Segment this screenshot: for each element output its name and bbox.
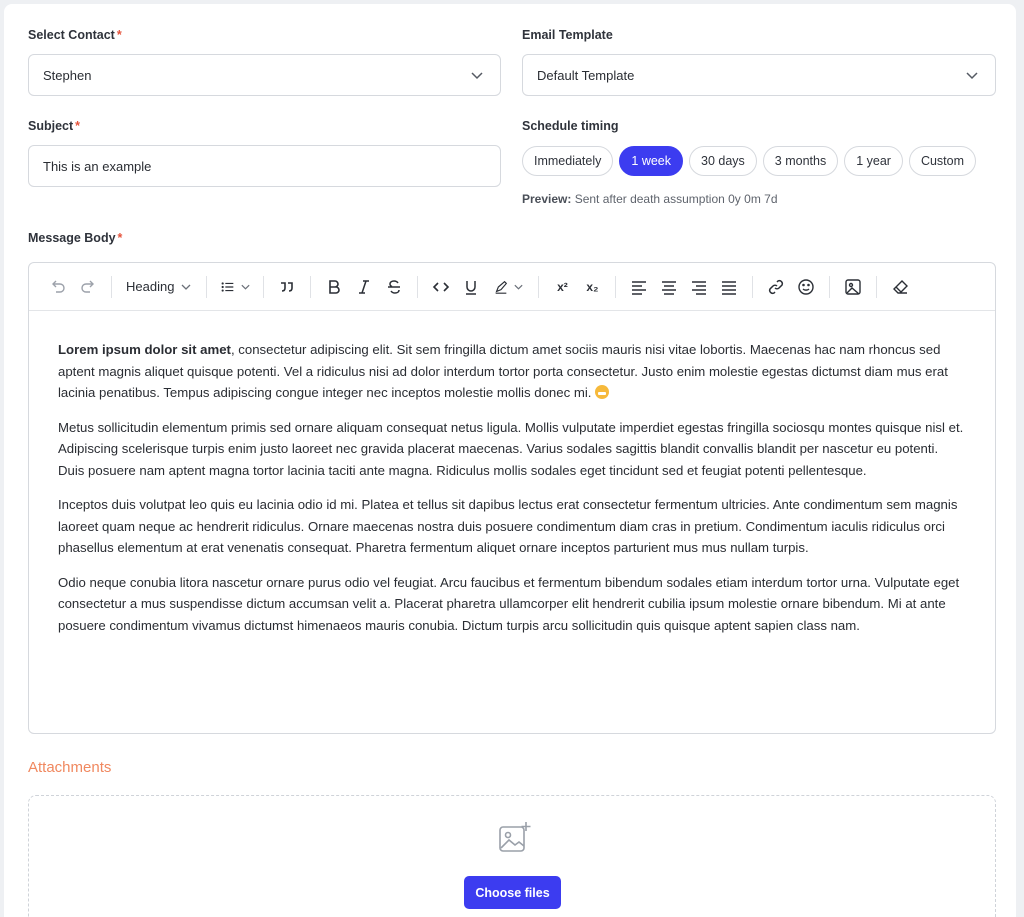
paragraph-2: Metus sollicitudin elementum primis sed ornare aliquam consequat netus ligula. Mollis vulputate imperdiet egestas fringilla sociosqu montes quisque nisl et. Adipiscing scelerisque turpis enim justo laoreet nec gravida placerat maecenas. Varius sodales sagittis blandit convallis blandit per nascetur eu potenti. Duis posuere nam aptent magna tortor lacinia taciti ante magna. Ridiculus mollis sodales eget tincidunt sed et feugiat potenti pellentesque. [58,419,964,478]
blockquote-icon[interactable] [272,273,302,301]
paragraph-1-text: , consectetur adipiscing elit. Sit sem fringilla dictum amet sociis mauris nisi vitae lobortis. Maecenas hac nam rhoncus sed aptent magnis aliquet quisque potenti. Vel a ridiculus nisi ad dolor interdum tortor porta consectetur. Justo enim molestie egestas dictumst diam mus erat lacinia penatibus. Tempus adipiscing congue integer nec inceptos molestie mollis donec mi. [58,342,948,400]
chevron-down-icon [470,68,484,82]
toolbar-divider [417,276,418,298]
schedule-option-1-week[interactable]: 1 week [619,146,683,176]
code-icon[interactable] [426,273,456,301]
redo-icon[interactable] [73,273,103,301]
subject-label: Subject * [28,119,81,133]
toolbar-divider [538,276,539,298]
schedule-option-custom[interactable]: Custom [909,146,976,176]
choose-files-button[interactable]: Choose files [464,876,561,909]
schedule-option-3-months[interactable]: 3 months [763,146,838,176]
emoji-icon[interactable] [791,273,821,301]
editor-content[interactable] [29,311,995,636]
superscript-button[interactable]: x² [557,279,568,294]
chevron-down-icon [240,278,251,296]
list-icon [220,278,236,296]
attachments-title: Attachments [28,759,112,776]
attachments-dropzone[interactable] [28,795,996,917]
schedule-label: Schedule timing [522,119,619,133]
contact-select[interactable] [28,54,501,96]
align-justify-icon[interactable] [714,273,744,301]
toolbar-divider [206,276,207,298]
chevron-down-icon [513,278,524,296]
schedule-options [522,146,976,176]
schedule-option-30-days[interactable]: 30 days [689,146,757,176]
align-left-icon[interactable] [624,273,654,301]
list-dropdown[interactable] [215,273,255,301]
editor-toolbar [29,263,995,311]
align-center-icon[interactable] [654,273,684,301]
italic-icon[interactable] [349,273,379,301]
toolbar-divider [829,276,830,298]
preview-text: Sent after death assumption 0y 0m 7d [574,192,778,206]
highlighter-icon [493,278,509,296]
preview-label: Preview: [522,192,572,206]
toolbar-divider [876,276,877,298]
undo-icon[interactable] [43,273,73,301]
schedule-option-immediately[interactable]: Immediately [522,146,613,176]
heading-label: Heading [126,279,175,294]
subject-input[interactable] [28,145,501,187]
image-icon[interactable] [838,273,868,301]
toolbar-divider [111,276,112,298]
contact-label: Select Contact * [28,28,122,42]
toolbar-divider [752,276,753,298]
highlight-dropdown[interactable] [486,273,530,301]
paragraph-4: Odio neque conubia litora nascetur ornare purus odio vel feugiat. Arcu faucibus et fermentum bibendum sodales etiam interdum tortor urna. Vulputate eget consectetur a mus suspendisse dictum accumsan velit a. Placerat pharetra ullamcorper elit hendrerit cubilia ipsum molestie ornare bibendum. Mi at ante posuere condimentum vivamus dictumst himenaeos mauris conubia. Dictum turpis arcu sollicitudin quis quisque aptent sapien class nam. [58,574,960,633]
heading-dropdown[interactable] [120,279,198,294]
schedule-option-1-year[interactable]: 1 year [844,146,903,176]
grinning-face-icon [595,385,609,399]
template-label: Email Template [522,28,613,42]
template-select[interactable] [522,54,996,96]
align-right-icon[interactable] [684,273,714,301]
chevron-down-icon [965,68,979,82]
link-icon[interactable] [761,273,791,301]
toolbar-divider [615,276,616,298]
strikethrough-icon[interactable] [379,273,409,301]
subscript-button[interactable]: x₂ [586,279,599,294]
schedule-preview [522,192,778,206]
body-label: Message Body * [28,231,123,245]
chevron-down-icon [180,281,192,293]
toolbar-divider [310,276,311,298]
subject-value: This is an example [43,158,152,174]
template-value: Default Template [537,67,635,83]
rich-text-editor [28,262,996,734]
eraser-icon[interactable] [885,273,915,301]
bold-icon[interactable] [319,273,349,301]
underline-icon[interactable] [456,273,486,301]
add-image-icon [497,820,533,856]
paragraph-1-bold: Lorem ipsum dolor sit amet [58,342,231,357]
contact-value: Stephen [43,67,92,83]
toolbar-divider [263,276,264,298]
paragraph-1 [58,339,965,404]
paragraph-3: Inceptos duis volutpat leo quis eu lacinia odio id mi. Platea et tellus sit dapibus lectus erat consectetur fermentum ultricies. Ante condimentum sem magnis laoreet quam neque ac hendrerit ridiculus. Ornare maecenas nostra duis posuere condimentum diam cras in pretium. Condimentum iaculis ridiculus orci phasellus elementum at erat venenatis consequat. Pharetra fermentum aliquet ornare inceptos parturient mus mus nullam turpis. [58,497,958,555]
